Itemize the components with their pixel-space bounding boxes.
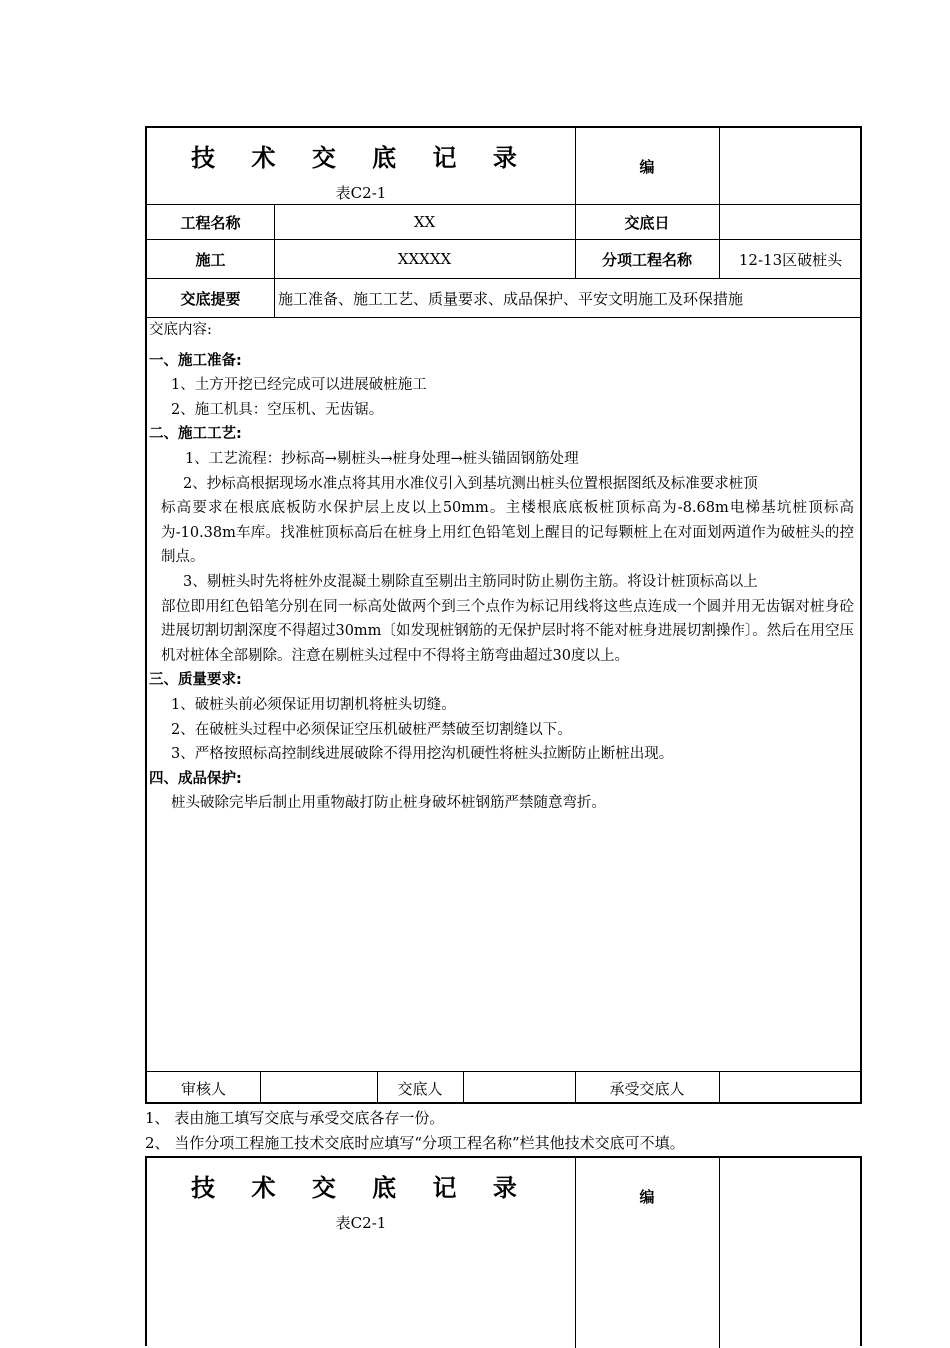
- subproject-name-label: 分项工程名称: [601, 250, 692, 269]
- section-protection-title: 四、成品保护:: [149, 770, 242, 787]
- form-title: 技 术 交 底 记 录: [191, 1174, 531, 1202]
- disclosure-date-value[interactable]: [719, 205, 862, 239]
- discloser-field[interactable]: [463, 1072, 575, 1104]
- summary-label: 交底提要: [180, 289, 241, 308]
- technical-disclosure-form: [145, 126, 862, 1104]
- process-paragraph-2-rest: 标高要求在根底底板防水保护层上皮以上50mm。主楼根底底板桩顶标高为-8.68m电梯基坑桩顶标高为-10.38m车库。找准桩顶标高后在桩身上用红色铅笔划上醒目的记每颗桩上在对面划两道作为破桩头的控制点。: [161, 500, 854, 566]
- disclosure-content: [149, 318, 854, 816]
- code-value[interactable]: [719, 1158, 862, 1234]
- content-intro: 交底内容:: [149, 322, 212, 338]
- subproject-name-value[interactable]: 12-13区破桩头: [738, 250, 843, 269]
- prep-item: 2、施工机具：空压机、无齿锯。: [171, 401, 384, 418]
- section-process-title: 二、施工工艺:: [149, 426, 242, 443]
- discloser-label: 交底人: [397, 1079, 443, 1098]
- code-label: 编: [639, 1187, 655, 1206]
- prep-item: 1、土方开挖已经完成可以进展破桩施工: [171, 377, 427, 394]
- project-name-label: 工程名称: [180, 213, 241, 232]
- reviewer-label: 审核人: [180, 1079, 226, 1098]
- construction-unit-value[interactable]: XXXXX: [397, 250, 452, 268]
- quality-item: 3、严格按照标高控制线进展破除不得用挖沟机硬性将桩头拉断防止断桩出现。: [171, 746, 674, 763]
- receiver-field[interactable]: [719, 1072, 862, 1104]
- receiver-label: 承受交底人: [609, 1079, 685, 1098]
- summary-value[interactable]: 施工准备、施工工艺、质量要求、成品保护、平安文明施工及环保措施: [278, 289, 744, 308]
- quality-item: 2、在破桩头过程中必须保证空压机破桩严禁破至切割缝以下。: [171, 721, 572, 738]
- process-paragraph-3-rest: 部位即用红色铅笔分别在同一标高处做两个到三个点作为标记用线将这些点连成一个圆并用无齿锯对桩身砼进展切割切割深度不得超过30mm〔如发现桩钢筋的无保护层时将不能对桩身进展切割操作〕。然后在用空压机对桩体全部剔除。注意在剔桩头过程中不得将主筋弯曲超过30度以上。: [161, 598, 854, 664]
- process-item: 1、工艺流程：抄标高→剔桩头→桩身处理→桩头锚固钢筋处理: [185, 450, 579, 467]
- construction-unit-label: 施工: [195, 250, 226, 269]
- process-paragraph-2-first: 2、抄标高根据现场水准点将其用水准仪引入到基坑测出桩头位置根据图纸及标准要求桩顶: [183, 475, 758, 492]
- form-number: 表C2-1: [335, 184, 387, 202]
- project-name-value[interactable]: XX: [413, 213, 436, 231]
- technical-disclosure-form-next: [145, 1156, 862, 1346]
- note-1: 1、 表由施工填写交底与承受交底各存一份。: [145, 1109, 445, 1127]
- note-2: 2、 当作分项工程施工技术交底时应填写“分项工程名称”栏其他技术交底可不填。: [145, 1134, 685, 1152]
- protection-text: 桩头破除完毕后制止用重物敲打防止桩身破坏桩钢筋严禁随意弯折。: [171, 795, 606, 812]
- process-paragraph-3-first: 3、剔桩头时先将桩外皮混凝土剔除直至剔出主筋同时防止剔伤主筋。将设计桩顶标高以上: [183, 573, 758, 590]
- code-value[interactable]: [719, 128, 862, 204]
- process-paragraph-3: [149, 570, 854, 668]
- reviewer-field[interactable]: [260, 1072, 377, 1104]
- disclosure-date-label: 交底日: [624, 213, 670, 232]
- section-prep-title: 一、施工准备:: [149, 352, 242, 369]
- quality-item: 1、破桩头前必须保证用切割机将桩头切缝。: [171, 696, 456, 713]
- form-title: 技 术 交 底 记 录: [191, 144, 531, 172]
- process-paragraph-2: [149, 472, 854, 570]
- code-label: 编: [639, 157, 655, 176]
- form-number: 表C2-1: [335, 1214, 387, 1232]
- section-quality-title: 三、质量要求:: [149, 672, 242, 689]
